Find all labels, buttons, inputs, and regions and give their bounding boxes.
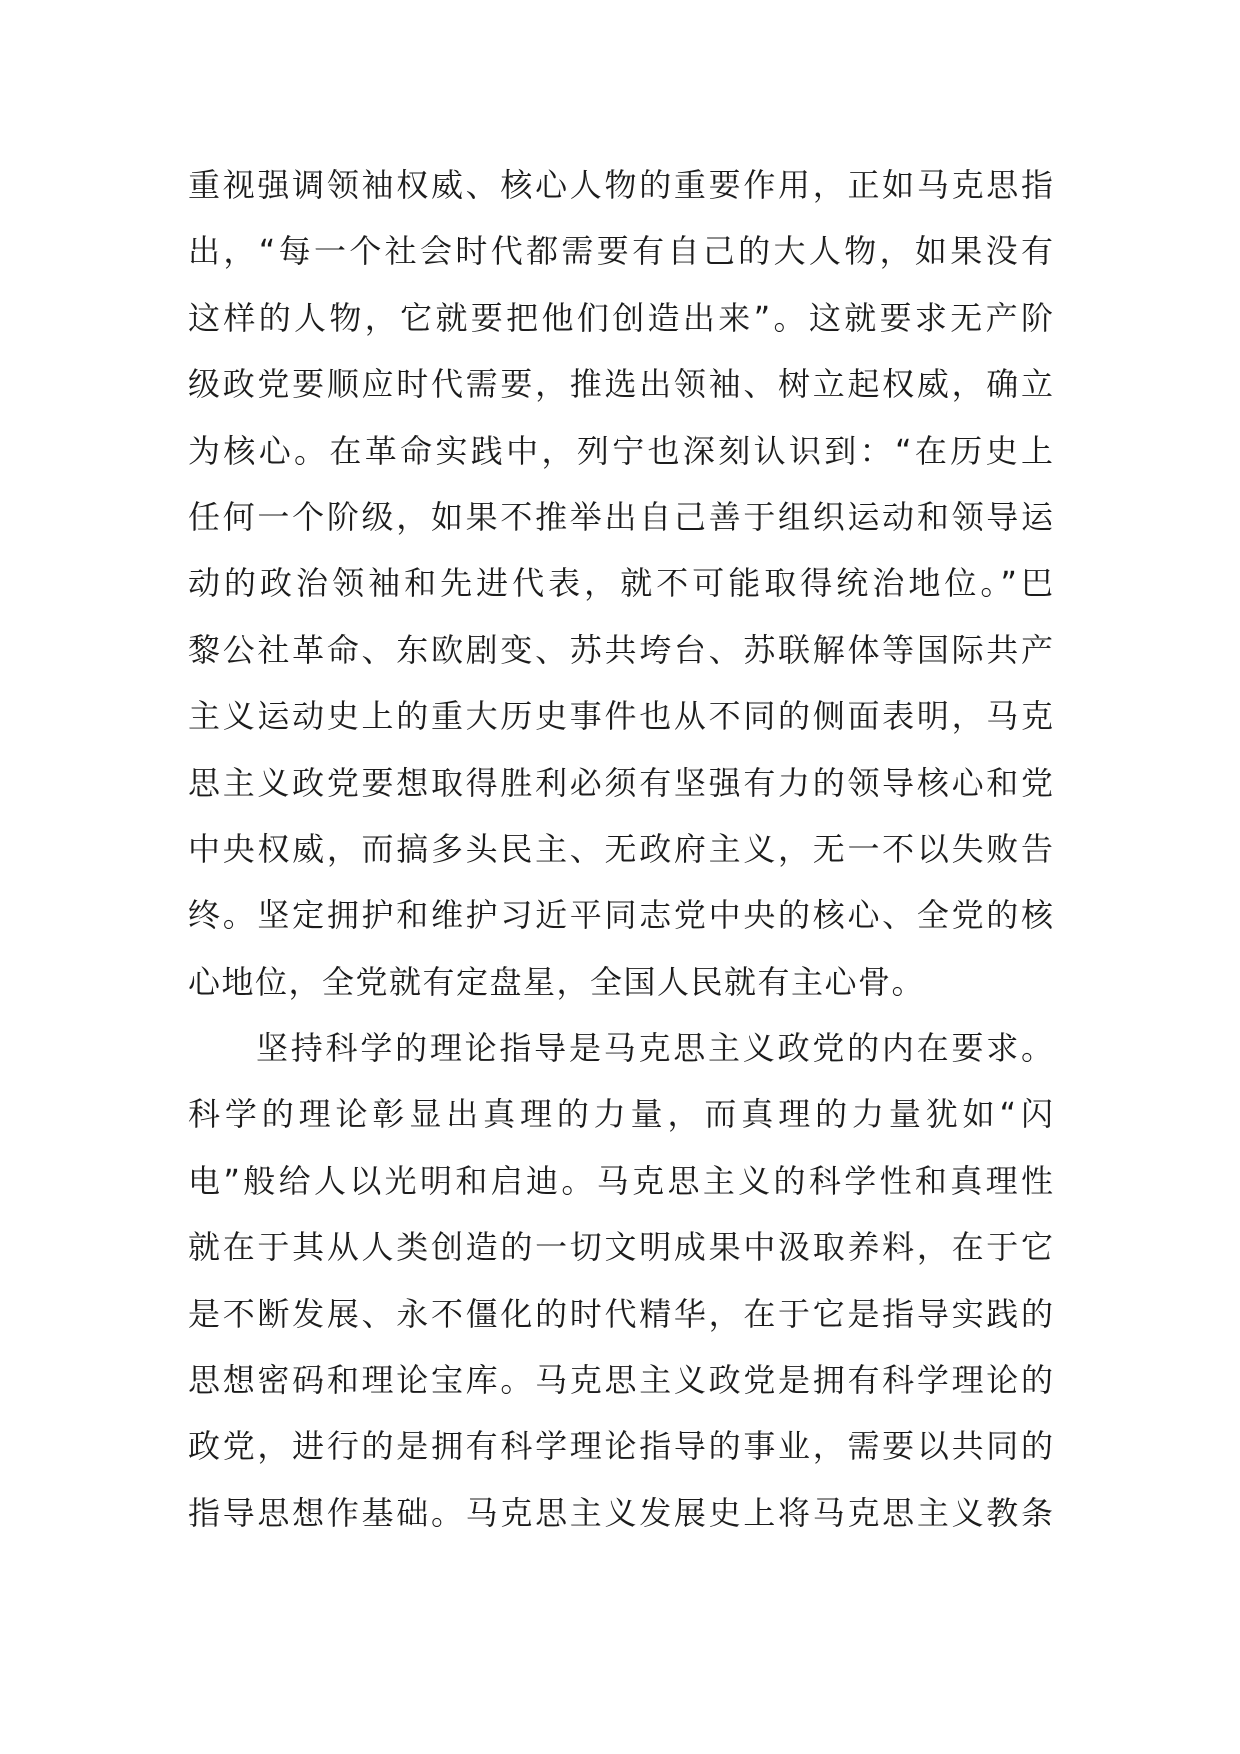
text-line: 中央权威，而搞多头民主、无政府主义，无一不以失败告: [188, 829, 1053, 868]
text-line: 就在于其从人类创造的一切文明成果中汲取养料，在于它: [188, 1228, 1053, 1267]
text-line: 科学的理论彰显出真理的力量，而真理的力量犹如“闪: [188, 1095, 1053, 1134]
text-line: 黎公社革命、东欧剧变、苏共垮台、苏联解体等国际共产: [188, 630, 1053, 669]
text-line: 重视强调领袖权威、核心人物的重要作用，正如马克思指: [188, 166, 1053, 204]
text-line: 坚持科学的理论指导是马克思主义政党的内在要求。: [256, 1029, 1053, 1068]
text-line: 终。坚定拥护和维护习近平同志党中央的核心、全党的核: [188, 896, 1053, 935]
text-line: 这样的人物，它就要把他们创造出来”。这就要求无产阶: [188, 298, 1053, 337]
text-line: 指导思想作基础。马克思主义发展史上将马克思主义教条: [188, 1493, 1053, 1532]
text-line: 政党，进行的是拥有科学理论指导的事业，需要以共同的: [188, 1427, 1053, 1466]
text-line: 主义运动史上的重大历史事件也从不同的侧面表明，马克: [188, 697, 1053, 736]
text-line: 出，“每一个社会时代都需要有自己的大人物，如果没有: [188, 232, 1053, 271]
text-line: 电”般给人以光明和启迪。马克思主义的科学性和真理性: [188, 1161, 1053, 1200]
text-line: 心地位，全党就有定盘星，全国人民就有主心骨。: [188, 962, 926, 1001]
text-line: 思主义政党要想取得胜利必须有坚强有力的领导核心和党: [188, 763, 1053, 802]
text-line: 思想密码和理论宝库。马克思主义政党是拥有科学理论的: [188, 1361, 1053, 1400]
text-line: 是不断发展、永不僵化的时代精华，在于它是指导实践的: [188, 1294, 1053, 1333]
text-line: 任何一个阶级，如果不推举出自己善于组织运动和领导运: [188, 497, 1053, 536]
body-text: [188, 152, 1053, 1546]
text-line: 级政党要顺应时代需要，推选出领袖、树立起权威，确立: [188, 365, 1053, 404]
paragraph: [188, 1015, 1053, 1546]
text-line: 为核心。在革命实践中，列宁也深刻认识到：“在历史上: [188, 431, 1053, 470]
paragraph: [188, 152, 1053, 1015]
text-line: 动的政治领袖和先进代表，就不可能取得统治地位。”巴: [188, 564, 1053, 603]
